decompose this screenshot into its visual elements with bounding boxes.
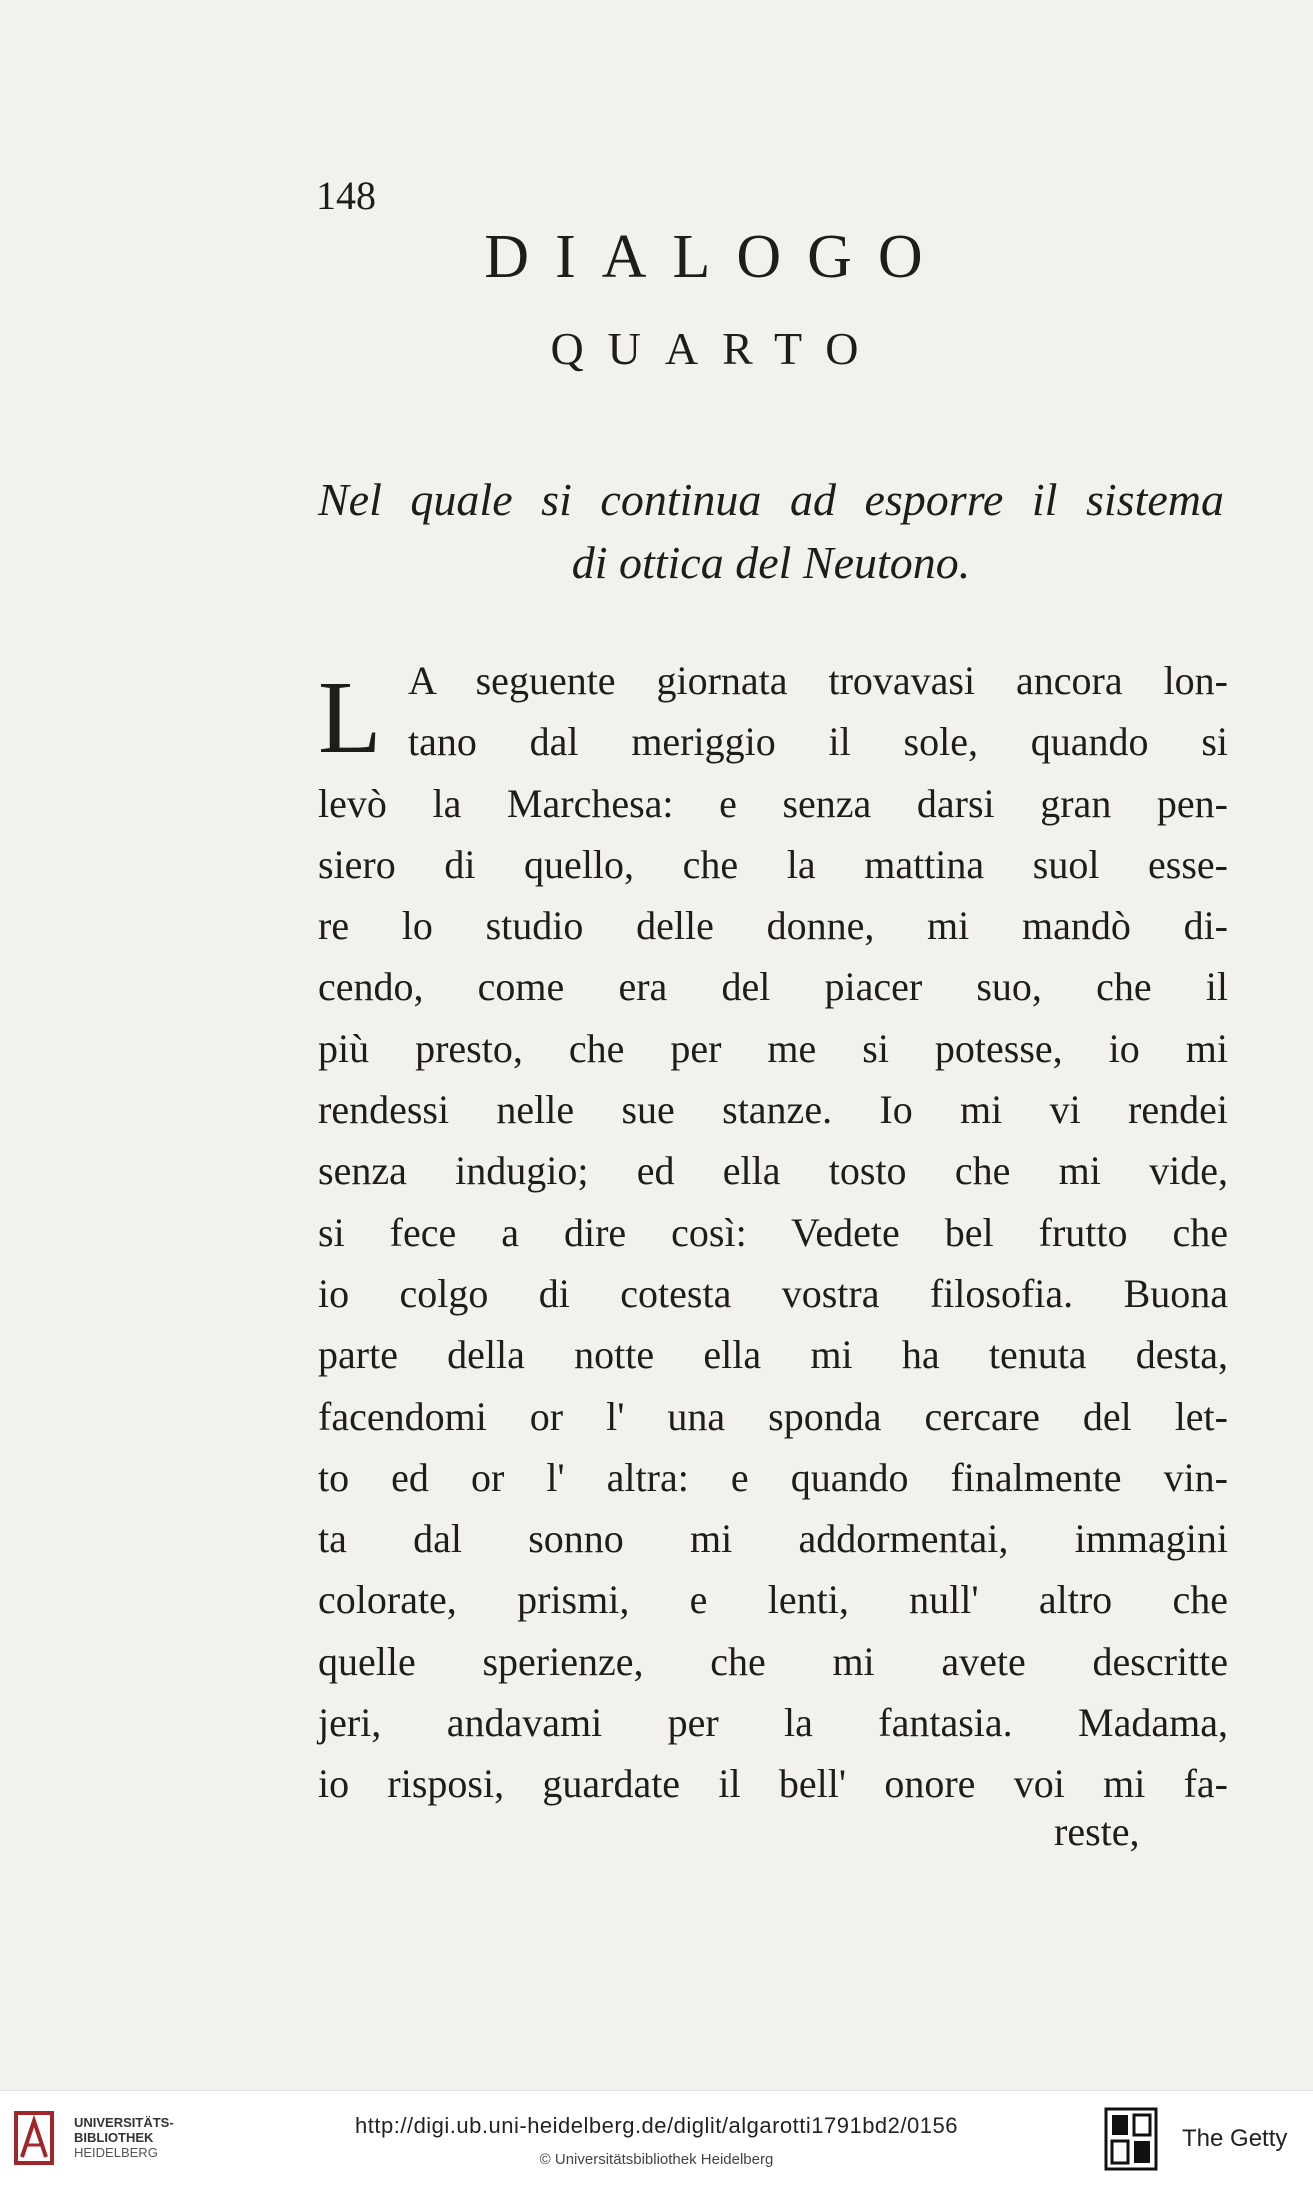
text-line: A seguente giornata trovavasi ancora lon- (408, 658, 1228, 703)
text-line: rendessi nelle sue stanze. Io mi vi rendei (318, 1087, 1228, 1133)
chapter-subtitle: QUARTO (550, 323, 883, 374)
argument-line: Nel quale si continua ad esporre il sistema (318, 474, 1224, 525)
page-number: 148 (316, 173, 376, 218)
text-line: quelle sperienze, che mi avete descritte (318, 1638, 1228, 1684)
text-line: io risposi, guardate il bell' onore voi mi fa- (318, 1761, 1228, 1807)
chapter-argument (318, 468, 1224, 594)
text-line: ta dal sonno mi addormentai, immagini (318, 1516, 1228, 1562)
text-line: siero di quello, che la mattina suol esse- (318, 841, 1228, 887)
text-line: parte della notte ella mi ha tenuta desta, (318, 1332, 1228, 1378)
text-line: colorate, prismi, e lenti, null' altro che (318, 1577, 1228, 1623)
argument-line: di ottica del Neutono. (571, 537, 971, 588)
chapter-title: DIALOGO (484, 223, 949, 291)
text-line: senza indugio; ed ella tosto che mi vide, (318, 1148, 1228, 1194)
text-line: jeri, andavami per la fantasia. Madama, (318, 1700, 1228, 1746)
text-line: to ed or l' altra: e quando finalmente vin- (318, 1454, 1228, 1500)
library-name: UNIVERSITÄTS- BIBLIOTHEK HEIDELBERG (74, 2115, 174, 2160)
text-line: facendomi or l' una sponda cercare del let- (318, 1393, 1228, 1439)
text-line: cendo, come era del piacer suo, che il (318, 964, 1228, 1010)
viewer-footer (0, 2090, 1313, 2187)
text-line: re lo studio delle donne, mi mandò di- (318, 903, 1228, 949)
drop-cap: L (318, 660, 382, 775)
catchword: reste, (1054, 1809, 1140, 1854)
text-line: più presto, che per me si potesse, io mi (318, 1025, 1228, 1071)
getty-logo-icon (1104, 2107, 1158, 2171)
permalink-url[interactable]: http://digi.ub.uni-heidelberg.de/diglit/algarotti1791bd2/0156 (355, 2113, 958, 2138)
body-text (318, 650, 1228, 1815)
text-line: si fece a dire così: Vedete bel frutto che (318, 1209, 1228, 1255)
text-line: tano dal meriggio il sole, quando si (408, 719, 1228, 765)
partner-name[interactable]: The Getty (1182, 2125, 1288, 2152)
copyright-notice: © Universitätsbibliothek Heidelberg (539, 2151, 774, 2168)
text-line: io colgo di cotesta vostra filosofia. Buona (318, 1270, 1228, 1316)
text-line: levò la Marchesa: e senza darsi gran pen- (318, 780, 1228, 826)
